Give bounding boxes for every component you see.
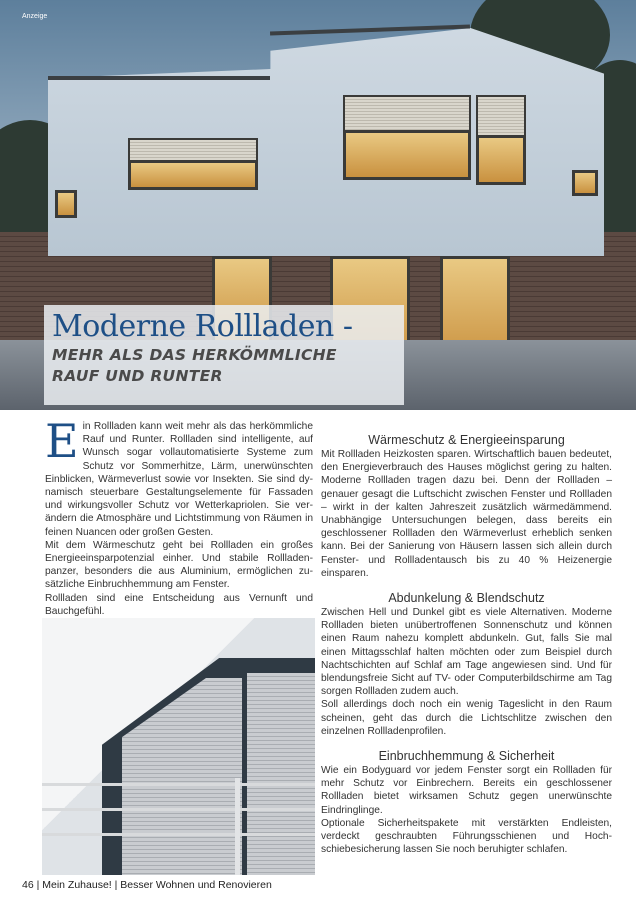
intro-column bbox=[45, 414, 313, 618]
intro-paragraph: in Rollladen kann weit mehr als das herkömmliche Rauf und Runter. Rollladen sind intelligente, auf Wunsch sogar vollautomatisierte Systeme zum Schutz vor Sommerhitze, Lärm, unerwünschten Einblicken, Wärmeverlust sowie vor Insekten. Sie sind dynamisch steuerbare Gestaltungselemente für Fassaden und wirkungsvoller Schutz vor Wetterkapriolen. Sie verändern die Atmosphäre und Lichtstimmung von Räumen in feinen Nuancen oder großen Gesten. bbox=[45, 421, 313, 538]
section-heading: Wärmeschutz & Energieeinsparung bbox=[368, 433, 565, 447]
headline-box bbox=[44, 305, 404, 405]
section-paragraph: Mit Rollladen Heizkosten sparen. Wirtschaftlich bauen bedeutet, den Energieverbrauch des Hauses möglichst gering zu halten. Moderne Rollladen tragen dazu bei. Denn der Rollladen – genauer gesagt die Luftschicht zwischen Fenster und Rollladen – wirkt in der kalten Jahreszeit zusätzlich wärmedämmend. Unabhängige Untersuchungen belegen, dass bereits ein geschlossener Rollladen den Wärmeverlust erheblich senken kann. Bei der Sanierung von Häusern lassen sich allein durch Fenster- und Rollladentausch bis zu 40 % Heizenergie einsparen. bbox=[321, 449, 612, 579]
section-paragraph: Optionale Sicherheitspakete mit verstärkten Endleisten, verdeckt geschraubten Führungsschienen und Hochschiebesicherung lassen Sie noch beruhigter schlafen. bbox=[321, 817, 612, 856]
ad-label: Anzeige bbox=[22, 13, 48, 20]
window bbox=[572, 170, 598, 196]
roof-edge bbox=[48, 76, 270, 80]
hero-photo-house bbox=[0, 0, 636, 410]
section-heading: Einbruchhemmung & Sicherheit bbox=[378, 749, 555, 764]
section-paragraph: Zwischen Hell und Dunkel gibt es viele Alternativen. Moderne Rollladen bieten unübertroffenen Sonnenschutz und können einen Raum nahezu komplett abdunkeln. Gut, falls Sie mal einen Mittagsschlaf halten möchten oder zum Beispiel durch Nachtschichten auf Schlaf am Tage angewiesen sind. Und für blendungsfreie Sicht auf TV- oder Computerbildschirme am Tag sorgen Rollladen zudem auch. bbox=[321, 607, 612, 698]
window bbox=[128, 160, 258, 190]
shutter bbox=[128, 138, 258, 162]
shutter bbox=[476, 95, 526, 140]
drop-cap: E bbox=[45, 414, 79, 468]
window bbox=[343, 130, 471, 180]
subtitle-line: RAUF UND RUNTER bbox=[52, 367, 223, 385]
section-paragraph: Soll allerdings doch noch ein wenig Tageslicht in den Raum scheinen, geht das durch die Lichtschlitze zwischen den einzelnen Rollladenprofilen. bbox=[321, 699, 612, 737]
shutter bbox=[343, 95, 471, 133]
section-paragraph: Wie ein Bodyguard vor jedem Fenster sorgt ein Rollladen für mehr Schutz vor Einbrechern. Bereits ein geschlossener Rollladen bietet wirksamen Schutz gegen unerwünschte Eindringlinge. bbox=[321, 765, 612, 816]
window bbox=[476, 135, 526, 185]
right-column bbox=[321, 432, 612, 856]
intro-paragraph: Rollladen sind eine Entscheidung aus Vernunft und Bauchgefühl. bbox=[45, 592, 313, 617]
intro-paragraph: Mit dem Wärmeschutz geht bei Rollladen ein großes Energieeinsparpotenzial einher. Und stabile Rollladenpanzer, besonders die aus Aluminium, ermöglichen zusätzliche Einbruchhemmung am Fenster. bbox=[45, 539, 313, 591]
section-heading: Abdunkelung & Blendschutz bbox=[388, 591, 545, 606]
page-title: Moderne Rollladen - bbox=[52, 309, 353, 344]
photo-roller-shutter bbox=[42, 618, 315, 875]
subtitle-line: MEHR ALS DAS HERKÖMMLICHE bbox=[52, 346, 337, 364]
page-footer: 46 | Mein Zuhause! | Besser Wohnen und Renovieren bbox=[22, 879, 272, 891]
window bbox=[55, 190, 77, 218]
